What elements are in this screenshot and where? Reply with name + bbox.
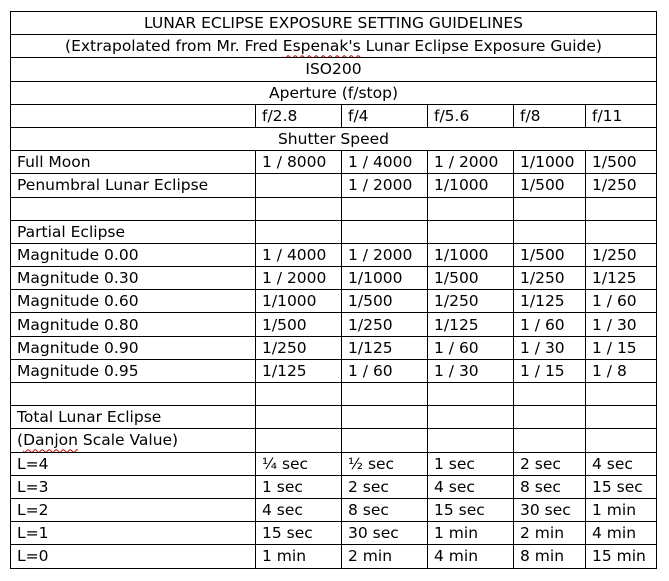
shutter-cell: 1/500: [586, 151, 657, 174]
title-row: [11, 12, 657, 35]
shutter-cell: 1/125: [428, 313, 514, 336]
exposure-table-container: [10, 11, 657, 569]
row-label: L=3: [11, 475, 256, 498]
shutter-cell: 1/125: [514, 290, 586, 313]
row-label: Magnitude 0.60: [11, 290, 256, 313]
table-row: [11, 475, 657, 498]
aperture-values-row: [11, 104, 657, 127]
row-label-pre: (: [17, 431, 24, 450]
subtitle-post: Lunar Eclipse Exposure Guide): [360, 37, 602, 56]
shutter-cell: 15 sec: [428, 498, 514, 521]
aperture-header-row: [11, 81, 657, 104]
shutter-cell: 2 min: [342, 545, 428, 568]
shutter-cell: [428, 220, 514, 243]
table-row: [11, 522, 657, 545]
aperture-blank-cell: [11, 104, 256, 127]
shutter-cell: 8 sec: [342, 498, 428, 521]
shutter-cell: [256, 197, 342, 220]
row-label: Magnitude 0.80: [11, 313, 256, 336]
shutter-cell: 1 / 60: [514, 313, 586, 336]
row-label: [11, 429, 256, 452]
shutter-cell: 1/125: [342, 336, 428, 359]
shutter-cell: 1/1000: [256, 290, 342, 313]
shutter-cell: [342, 197, 428, 220]
shutter-cell: 1/250: [342, 313, 428, 336]
shutter-cell: 1/125: [586, 267, 657, 290]
shutter-cell: 4 min: [428, 545, 514, 568]
shutter-cell: 1 / 60: [428, 336, 514, 359]
shutter-cell: ¼ sec: [256, 452, 342, 475]
shutter-cell: [342, 383, 428, 406]
shutter-cell: 1/1000: [514, 151, 586, 174]
shutter-cell: 8 min: [514, 545, 586, 568]
shutter-cell: 1 min: [586, 498, 657, 521]
shutter-cell: 1 / 2000: [428, 151, 514, 174]
table-row: [11, 545, 657, 568]
row-label: [11, 197, 256, 220]
shutter-cell: 1/500: [514, 243, 586, 266]
shutter-cell: [586, 406, 657, 429]
shutter-cell: 1/250: [586, 243, 657, 266]
shutter-cell: 1/250: [428, 290, 514, 313]
row-label: L=2: [11, 498, 256, 521]
row-label: Total Lunar Eclipse: [11, 406, 256, 429]
shutter-cell: ½ sec: [342, 452, 428, 475]
aperture-cell: f/5.6: [428, 104, 514, 127]
table-row: [11, 290, 657, 313]
shutter-cell: 15 sec: [586, 475, 657, 498]
row-label: L=4: [11, 452, 256, 475]
shutter-cell: 1 / 60: [586, 290, 657, 313]
shutter-cell: 2 sec: [342, 475, 428, 498]
shutter-cell: 1/1000: [428, 243, 514, 266]
shutter-cell: 1 / 30: [428, 359, 514, 382]
table-row: [11, 406, 657, 429]
row-label: L=0: [11, 545, 256, 568]
subtitle-row: [11, 35, 657, 58]
shutter-cell: [514, 220, 586, 243]
shutter-cell: 1/500: [514, 174, 586, 197]
shutter-cell: [342, 220, 428, 243]
aperture-cell: f/4: [342, 104, 428, 127]
table-title: LUNAR ECLIPSE EXPOSURE SETTING GUIDELINES: [11, 12, 657, 35]
shutter-cell: 1 / 30: [514, 336, 586, 359]
row-label: Penumbral Lunar Eclipse: [11, 174, 256, 197]
table-row: [11, 359, 657, 382]
shutter-cell: 30 sec: [342, 522, 428, 545]
iso-label: ISO200: [11, 58, 657, 81]
shutter-cell: 4 sec: [428, 475, 514, 498]
shutter-cell: 2 min: [514, 522, 586, 545]
shutter-cell: [256, 429, 342, 452]
shutter-cell: 8 sec: [514, 475, 586, 498]
row-label-squiggle: Danjon: [23, 431, 78, 450]
row-label: Partial Eclipse: [11, 220, 256, 243]
subtitle-name: Espenak's: [282, 37, 361, 56]
shutter-cell: [256, 174, 342, 197]
table-row: [11, 313, 657, 336]
subtitle-pre: (Extrapolated from Mr. Fred: [65, 37, 283, 56]
shutter-cell: [428, 383, 514, 406]
shutter-header-row: [11, 127, 657, 150]
shutter-cell: 4 min: [586, 522, 657, 545]
table-row: [11, 267, 657, 290]
row-label: L=1: [11, 522, 256, 545]
row-label: Magnitude 0.30: [11, 267, 256, 290]
aperture-cell: f/8: [514, 104, 586, 127]
shutter-cell: 1 / 4000: [256, 243, 342, 266]
shutter-cell: [586, 383, 657, 406]
shutter-cell: 1/1000: [342, 267, 428, 290]
shutter-header: Shutter Speed: [11, 127, 657, 150]
shutter-cell: 15 sec: [256, 522, 342, 545]
row-label: Magnitude 0.00: [11, 243, 256, 266]
shutter-cell: [256, 406, 342, 429]
table-subtitle: [11, 35, 657, 58]
shutter-cell: 1/500: [256, 313, 342, 336]
aperture-cell: f/2.8: [256, 104, 342, 127]
shutter-cell: 1 min: [256, 545, 342, 568]
shutter-cell: 1 / 30: [586, 313, 657, 336]
table-row: [11, 243, 657, 266]
shutter-cell: 1 / 2000: [342, 174, 428, 197]
aperture-cell: f/11: [586, 104, 657, 127]
shutter-cell: [256, 383, 342, 406]
shutter-cell: 1/250: [256, 336, 342, 359]
shutter-cell: [514, 197, 586, 220]
shutter-cell: 2 sec: [514, 452, 586, 475]
shutter-cell: 15 min: [586, 545, 657, 568]
aperture-header: Aperture (f/stop): [11, 81, 657, 104]
shutter-cell: [256, 220, 342, 243]
row-label: [11, 383, 256, 406]
shutter-cell: [586, 220, 657, 243]
table-row: [11, 174, 657, 197]
shutter-cell: 1 sec: [256, 475, 342, 498]
shutter-cell: 1 / 2000: [342, 243, 428, 266]
row-label: Full Moon: [11, 151, 256, 174]
row-label-post: Scale Value): [77, 431, 179, 450]
shutter-cell: 1 / 8000: [256, 151, 342, 174]
shutter-cell: 4 sec: [586, 452, 657, 475]
shutter-cell: [342, 406, 428, 429]
shutter-cell: 1/125: [256, 359, 342, 382]
shutter-cell: 30 sec: [514, 498, 586, 521]
exposure-table: [10, 11, 657, 569]
shutter-cell: [514, 383, 586, 406]
shutter-cell: 1 min: [428, 522, 514, 545]
shutter-cell: [342, 429, 428, 452]
shutter-cell: 1 / 15: [514, 359, 586, 382]
shutter-cell: [428, 197, 514, 220]
table-row: [11, 429, 657, 452]
shutter-cell: 4 sec: [256, 498, 342, 521]
shutter-cell: 1 sec: [428, 452, 514, 475]
shutter-cell: [514, 429, 586, 452]
shutter-cell: 1 / 4000: [342, 151, 428, 174]
iso-row: [11, 58, 657, 81]
shutter-cell: [428, 429, 514, 452]
shutter-cell: 1 / 60: [342, 359, 428, 382]
shutter-cell: 1 / 15: [586, 336, 657, 359]
shutter-cell: 1 / 2000: [256, 267, 342, 290]
table-row: [11, 383, 657, 406]
table-row: [11, 498, 657, 521]
shutter-cell: 1/500: [342, 290, 428, 313]
shutter-cell: [586, 429, 657, 452]
table-row: [11, 220, 657, 243]
table-row: [11, 197, 657, 220]
shutter-cell: [514, 406, 586, 429]
row-label: Magnitude 0.90: [11, 336, 256, 359]
table-row: [11, 151, 657, 174]
row-label: Magnitude 0.95: [11, 359, 256, 382]
shutter-cell: 1/500: [428, 267, 514, 290]
table-row: [11, 452, 657, 475]
table-row: [11, 336, 657, 359]
shutter-cell: 1 / 8: [586, 359, 657, 382]
shutter-cell: 1/250: [586, 174, 657, 197]
shutter-cell: 1/1000: [428, 174, 514, 197]
shutter-cell: [586, 197, 657, 220]
shutter-cell: 1/250: [514, 267, 586, 290]
shutter-cell: [428, 406, 514, 429]
